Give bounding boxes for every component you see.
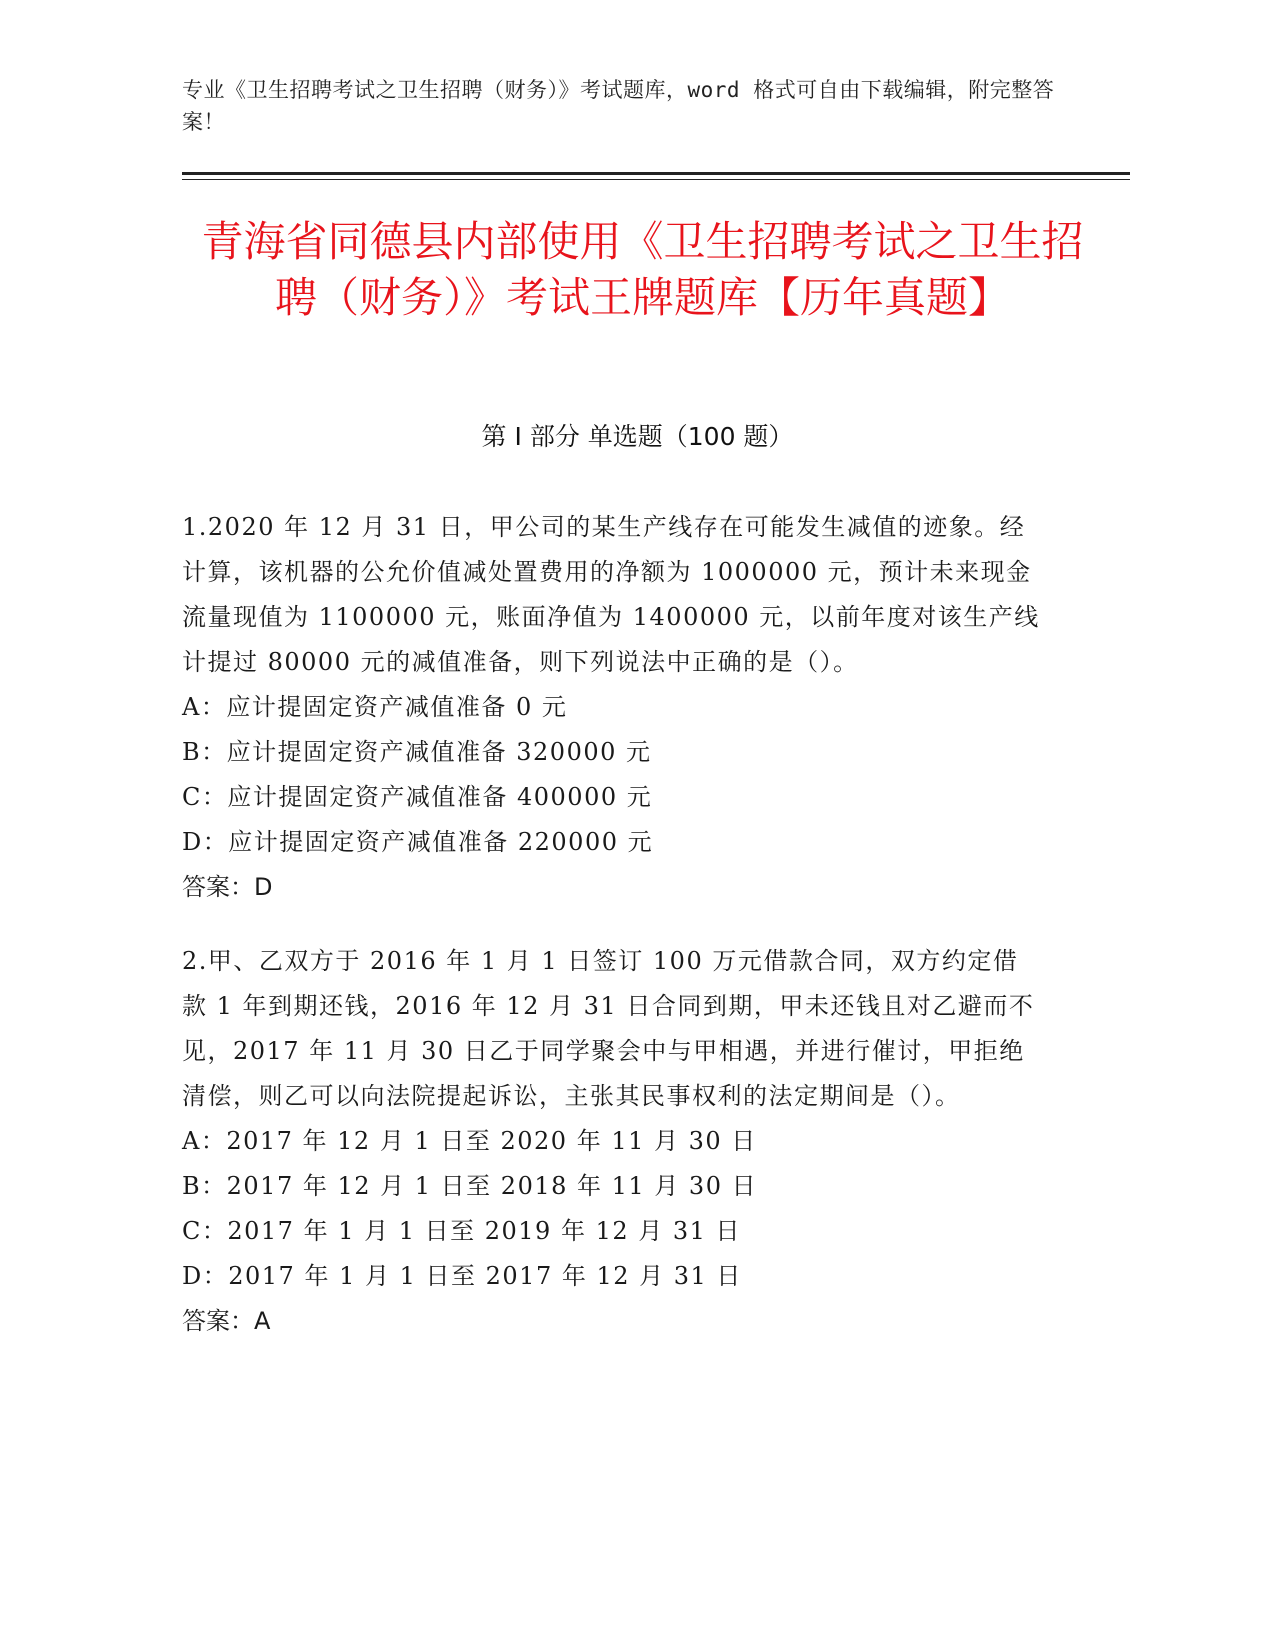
question-item bbox=[182, 939, 1042, 1344]
header-divider-thick bbox=[182, 172, 1130, 175]
question-stem: 1.2020 年 12 月 31 日，甲公司的某生产线存在可能发生减值的迹象。经计算，该机器的公允价值减处置费用的净额为 1000000 元，预计未来现金流量现值为 1100000 元，账面净值为 1400000 元，以前年度对该生产线计提过 80000 元的减值准备，则下列说法中正确的是（）。 bbox=[182, 513, 1040, 676]
section-heading: 第 I 部分 单选题（100 题） bbox=[481, 422, 794, 451]
document-title: 青海省同德县内部使用《卫生招聘考试之卫生招聘（财务）》考试王牌题库【历年真题】 bbox=[201, 217, 1084, 322]
header-divider-thin bbox=[182, 179, 1130, 180]
answer-line: 答案：D bbox=[182, 873, 273, 901]
option-c: C：2017 年 1 月 1 日至 2019 年 12 月 31 日 bbox=[182, 1217, 742, 1245]
question-item bbox=[182, 505, 1042, 910]
option-d: D：应计提固定资产减值准备 220000 元 bbox=[182, 828, 654, 856]
question-stem: 2.甲、乙双方于 2016 年 1 月 1 日签订 100 万元借款合同，双方约定借款 1 年到期还钱，2016 年 12 月 31 日合同到期，甲未还钱且对乙避而不见，2017 年 11 月 30 日乙于同学聚会中与甲相遇，并进行催讨，甲拒绝清偿，则乙可以向法院提起诉讼，主张其民事权利的法定期间是（）。 bbox=[182, 947, 1035, 1110]
header-note: 专业《卫生招聘考试之卫生招聘（财务）》考试题库，word 格式可自由下载编辑，附完整答案！ bbox=[182, 78, 1055, 134]
option-c: C：应计提固定资产减值准备 400000 元 bbox=[182, 783, 653, 811]
option-b: B：应计提固定资产减值准备 320000 元 bbox=[182, 738, 652, 766]
option-d: D：2017 年 1 月 1 日至 2017 年 12 月 31 日 bbox=[182, 1262, 742, 1290]
answer-line: 答案：A bbox=[182, 1307, 271, 1335]
option-a: A：2017 年 12 月 1 日至 2020 年 11 月 30 日 bbox=[182, 1127, 757, 1155]
option-a: A：应计提固定资产减值准备 0 元 bbox=[182, 693, 568, 721]
option-b: B：2017 年 12 月 1 日至 2018 年 11 月 30 日 bbox=[182, 1172, 758, 1200]
